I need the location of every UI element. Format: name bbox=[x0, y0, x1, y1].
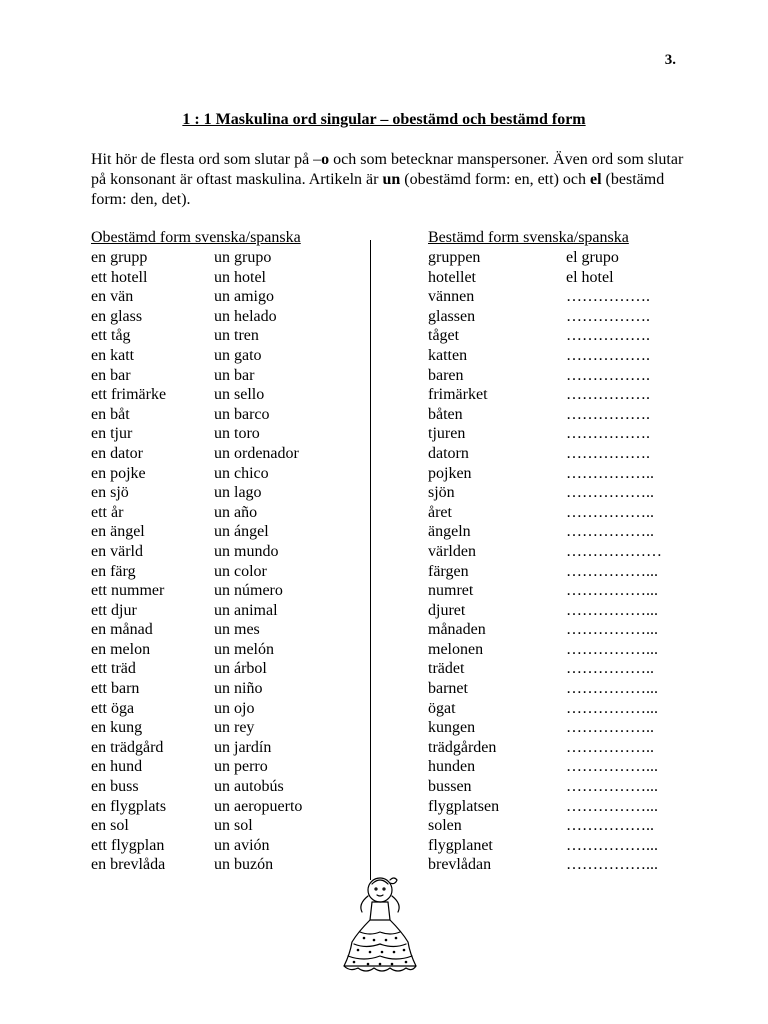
list-item bbox=[428, 522, 662, 542]
spanish-word: un color bbox=[214, 562, 267, 580]
list-item bbox=[428, 738, 662, 758]
spanish-word: ……………... bbox=[566, 582, 658, 600]
list-item bbox=[428, 366, 662, 386]
swedish-word: numret bbox=[428, 582, 474, 600]
swedish-word: månaden bbox=[428, 621, 486, 639]
list-item bbox=[428, 542, 662, 562]
spanish-word: un lago bbox=[214, 484, 262, 502]
spanish-word: ……………... bbox=[566, 680, 658, 698]
spanish-word: …………….. bbox=[566, 484, 654, 502]
spanish-word: un avión bbox=[214, 836, 270, 854]
swedish-word: ett tåg bbox=[91, 327, 131, 345]
spanish-word: un helado bbox=[214, 307, 277, 325]
spanish-word: un sello bbox=[214, 386, 265, 404]
list-item bbox=[91, 757, 302, 777]
spanish-word: ……………... bbox=[566, 621, 658, 639]
spanish-word: …………….. bbox=[566, 660, 654, 678]
list-item bbox=[91, 659, 302, 679]
list-item bbox=[428, 777, 662, 797]
indefinite-form-list bbox=[91, 248, 302, 875]
swedish-word: brevlådan bbox=[428, 856, 492, 874]
spanish-word: un árbol bbox=[214, 660, 267, 678]
list-item bbox=[91, 444, 302, 464]
list-item bbox=[428, 268, 662, 288]
list-item bbox=[91, 777, 302, 797]
list-item bbox=[91, 855, 302, 875]
list-item bbox=[428, 562, 662, 582]
swedish-word: gruppen bbox=[428, 249, 481, 266]
list-item bbox=[91, 405, 302, 425]
list-item bbox=[91, 287, 302, 307]
list-item bbox=[428, 836, 662, 856]
list-item bbox=[91, 248, 302, 268]
swedish-word: ett nummer bbox=[91, 582, 165, 600]
spanish-word: …………….. bbox=[566, 738, 654, 756]
spanish-word: …………….. bbox=[566, 503, 654, 521]
spanish-word: …………….. bbox=[566, 719, 654, 737]
spanish-word: ……………... bbox=[566, 758, 658, 776]
swedish-word: en värld bbox=[91, 542, 143, 560]
spanish-word: ……………... bbox=[566, 778, 658, 796]
swedish-word: flygplatsen bbox=[428, 797, 500, 815]
swedish-word: ett frimärke bbox=[91, 386, 167, 404]
swedish-word: solen bbox=[428, 817, 462, 835]
swedish-word: glassen bbox=[428, 307, 476, 325]
list-item bbox=[428, 757, 662, 777]
swedish-word: ett öga bbox=[91, 699, 135, 717]
swedish-word: ett flygplan bbox=[91, 836, 165, 854]
spanish-word: ……………... bbox=[566, 601, 658, 619]
list-item bbox=[91, 699, 302, 719]
swedish-word: en melon bbox=[91, 640, 151, 658]
intro-bold-o: o bbox=[321, 151, 330, 168]
swedish-word: en tjur bbox=[91, 425, 133, 443]
intro-bold-el: el bbox=[590, 171, 602, 188]
list-item bbox=[91, 326, 302, 346]
spanish-word: ……………. bbox=[566, 405, 650, 423]
swedish-word: världen bbox=[428, 542, 476, 560]
list-item bbox=[91, 483, 302, 503]
spanish-word: un ojo bbox=[214, 699, 255, 717]
swedish-word: ögat bbox=[428, 699, 456, 717]
swedish-word: en vän bbox=[91, 288, 134, 306]
spanish-word: un gato bbox=[214, 346, 262, 364]
column-divider bbox=[370, 240, 371, 880]
swedish-word: en flygplats bbox=[91, 797, 167, 815]
swedish-word: en båt bbox=[91, 405, 130, 423]
spanish-word: un jardín bbox=[214, 738, 272, 756]
spanish-word: un hotel bbox=[214, 268, 266, 286]
list-item bbox=[428, 816, 662, 836]
list-item bbox=[91, 836, 302, 856]
spanish-word: un número bbox=[214, 582, 283, 600]
swedish-word: en hund bbox=[91, 758, 143, 776]
list-item bbox=[91, 679, 302, 699]
swedish-word: färgen bbox=[428, 562, 469, 580]
list-item bbox=[91, 718, 302, 738]
spanish-word: un ángel bbox=[214, 523, 269, 541]
list-item bbox=[91, 816, 302, 836]
spanish-word: un rey bbox=[214, 719, 255, 737]
swedish-word: en glass bbox=[91, 307, 143, 325]
list-item bbox=[428, 326, 662, 346]
list-item bbox=[91, 424, 302, 444]
list-item bbox=[428, 287, 662, 307]
swedish-word: tjuren bbox=[428, 425, 466, 443]
spanish-word: un mes bbox=[214, 621, 260, 639]
list-item bbox=[428, 483, 662, 503]
spanish-word: un animal bbox=[214, 601, 278, 619]
swedish-word: en pojke bbox=[91, 464, 146, 482]
spanish-word: ……………. bbox=[566, 425, 650, 443]
list-item bbox=[91, 562, 302, 582]
spanish-word: un tren bbox=[214, 327, 259, 345]
page-number: 3. bbox=[664, 52, 676, 68]
swedish-word: frimärket bbox=[428, 386, 488, 404]
list-item bbox=[428, 601, 662, 621]
swedish-word: trädet bbox=[428, 660, 465, 678]
swedish-word: ängeln bbox=[428, 523, 471, 541]
swedish-word: ett år bbox=[91, 503, 124, 521]
list-item bbox=[91, 385, 302, 405]
intro-paragraph bbox=[91, 150, 691, 210]
list-item bbox=[91, 464, 302, 484]
spanish-word: ……………. bbox=[566, 444, 650, 462]
list-item bbox=[428, 718, 662, 738]
list-item bbox=[428, 405, 662, 425]
swedish-word: baren bbox=[428, 366, 464, 384]
list-item bbox=[428, 679, 662, 699]
list-item bbox=[428, 464, 662, 484]
swedish-word: en bar bbox=[91, 366, 131, 384]
right-column-heading: Bestämd form svenska/spanska bbox=[428, 229, 629, 246]
list-item bbox=[428, 659, 662, 679]
list-item bbox=[428, 581, 662, 601]
list-item bbox=[428, 699, 662, 719]
swedish-word: bussen bbox=[428, 778, 472, 796]
list-item bbox=[91, 268, 302, 288]
list-item bbox=[428, 444, 662, 464]
spanish-word: un año bbox=[214, 503, 258, 521]
spanish-word: el grupo bbox=[566, 249, 619, 266]
spanish-word: ……………... bbox=[566, 562, 658, 580]
list-item bbox=[428, 855, 662, 875]
list-item bbox=[91, 601, 302, 621]
list-item bbox=[428, 346, 662, 366]
spanish-word: un aeropuerto bbox=[214, 797, 303, 815]
list-item bbox=[91, 346, 302, 366]
swedish-word: en månad bbox=[91, 621, 153, 639]
spanish-word: un sol bbox=[214, 817, 253, 835]
swedish-word: ett träd bbox=[91, 660, 136, 678]
list-item bbox=[428, 307, 662, 327]
spanish-word: …………….. bbox=[566, 464, 654, 482]
swedish-word: en kung bbox=[91, 719, 143, 737]
swedish-word: hunden bbox=[428, 758, 476, 776]
spanish-word: un mundo bbox=[214, 542, 279, 560]
swedish-word: en buss bbox=[91, 778, 139, 796]
spanish-word: un chico bbox=[214, 464, 269, 482]
list-item bbox=[91, 797, 302, 817]
list-item bbox=[91, 581, 302, 601]
intro-text-2: och som betecknar manspersoner. Även ord som slutar på konsonant är oftast maskulina. Artikeln är bbox=[91, 151, 684, 188]
spanish-word: un ordenador bbox=[214, 444, 299, 462]
spanish-word: un perro bbox=[214, 758, 268, 776]
list-item bbox=[428, 797, 662, 817]
spanish-word: un toro bbox=[214, 425, 260, 443]
swedish-word: katten bbox=[428, 346, 468, 364]
swedish-word: tåget bbox=[428, 327, 460, 345]
spanish-word: un autobús bbox=[214, 778, 284, 796]
list-item bbox=[91, 640, 302, 660]
spanish-word: ……………... bbox=[566, 640, 658, 658]
swedish-word: sjön bbox=[428, 484, 455, 502]
spanish-word: ……………... bbox=[566, 836, 658, 854]
list-item bbox=[91, 366, 302, 386]
swedish-word: en färg bbox=[91, 562, 136, 580]
spanish-word: el hotel bbox=[566, 268, 614, 286]
spanish-word: un bar bbox=[214, 366, 255, 384]
spanish-word: ……………… bbox=[566, 542, 662, 560]
list-item bbox=[428, 424, 662, 444]
swedish-word: datorn bbox=[428, 444, 469, 462]
swedish-word: pojken bbox=[428, 464, 472, 482]
swedish-word: vännen bbox=[428, 288, 475, 306]
spanish-word: …………….. bbox=[566, 523, 654, 541]
list-item bbox=[428, 640, 662, 660]
swedish-word: en grupp bbox=[91, 249, 148, 266]
swedish-word: en sjö bbox=[91, 484, 129, 502]
spanish-word: …………….. bbox=[566, 817, 654, 835]
spanish-word: ……………. bbox=[566, 366, 650, 384]
list-item bbox=[91, 522, 302, 542]
list-item bbox=[428, 503, 662, 523]
list-item bbox=[428, 248, 662, 268]
swedish-word: en trädgård bbox=[91, 738, 164, 756]
list-item bbox=[91, 738, 302, 758]
intro-bold-un: un bbox=[382, 171, 401, 188]
spanish-word: ……………. bbox=[566, 346, 650, 364]
swedish-word: en brevlåda bbox=[91, 856, 166, 874]
spanish-word: ……………. bbox=[566, 288, 650, 306]
swedish-word: trädgården bbox=[428, 738, 497, 756]
spanish-word: ……………. bbox=[566, 327, 650, 345]
list-item bbox=[91, 542, 302, 562]
spanish-word: ……………... bbox=[566, 856, 658, 874]
spanish-word: un grupo bbox=[214, 249, 272, 266]
swedish-word: ett hotell bbox=[91, 268, 148, 286]
list-item bbox=[91, 620, 302, 640]
spanish-word: un buzón bbox=[214, 856, 274, 874]
page-title: 1 : 1 Maskulina ord singular – obestämd och bestämd form bbox=[182, 111, 586, 128]
swedish-word: hotellet bbox=[428, 268, 476, 286]
swedish-word: ett barn bbox=[91, 680, 140, 698]
swedish-word: en sol bbox=[91, 817, 129, 835]
intro-text-4: (bestämd form: den, det). bbox=[91, 171, 665, 208]
intro-text-1: Hit hör de flesta ord som slutar på – bbox=[91, 151, 322, 168]
swedish-word: ett djur bbox=[91, 601, 137, 619]
spanish-word: ……………... bbox=[566, 699, 658, 717]
list-item bbox=[428, 385, 662, 405]
swedish-word: flygplanet bbox=[428, 836, 493, 854]
swedish-word: melonen bbox=[428, 640, 484, 658]
flamenco-dancer-drawing bbox=[330, 868, 430, 978]
spanish-word: ……………. bbox=[566, 307, 650, 325]
spanish-word: un barco bbox=[214, 405, 270, 423]
spanish-word: ……………. bbox=[566, 386, 650, 404]
spanish-word: un melón bbox=[214, 640, 274, 658]
list-item bbox=[91, 307, 302, 327]
list-item bbox=[91, 503, 302, 523]
swedish-word: kungen bbox=[428, 719, 476, 737]
swedish-word: barnet bbox=[428, 680, 468, 698]
swedish-word: en dator bbox=[91, 444, 143, 462]
definite-form-list bbox=[428, 248, 662, 875]
list-item bbox=[428, 620, 662, 640]
spanish-word: ……………... bbox=[566, 797, 658, 815]
left-column-heading: Obestämd form svenska/spanska bbox=[91, 229, 301, 246]
swedish-word: båten bbox=[428, 405, 463, 423]
swedish-word: en katt bbox=[91, 346, 135, 364]
swedish-word: året bbox=[428, 503, 452, 521]
spanish-word: un niño bbox=[214, 680, 263, 698]
swedish-word: en ängel bbox=[91, 523, 145, 541]
intro-text-3: (obestämd form: en, ett) och bbox=[400, 171, 590, 188]
swedish-word: djuret bbox=[428, 601, 466, 619]
spanish-word: un amigo bbox=[214, 288, 274, 306]
